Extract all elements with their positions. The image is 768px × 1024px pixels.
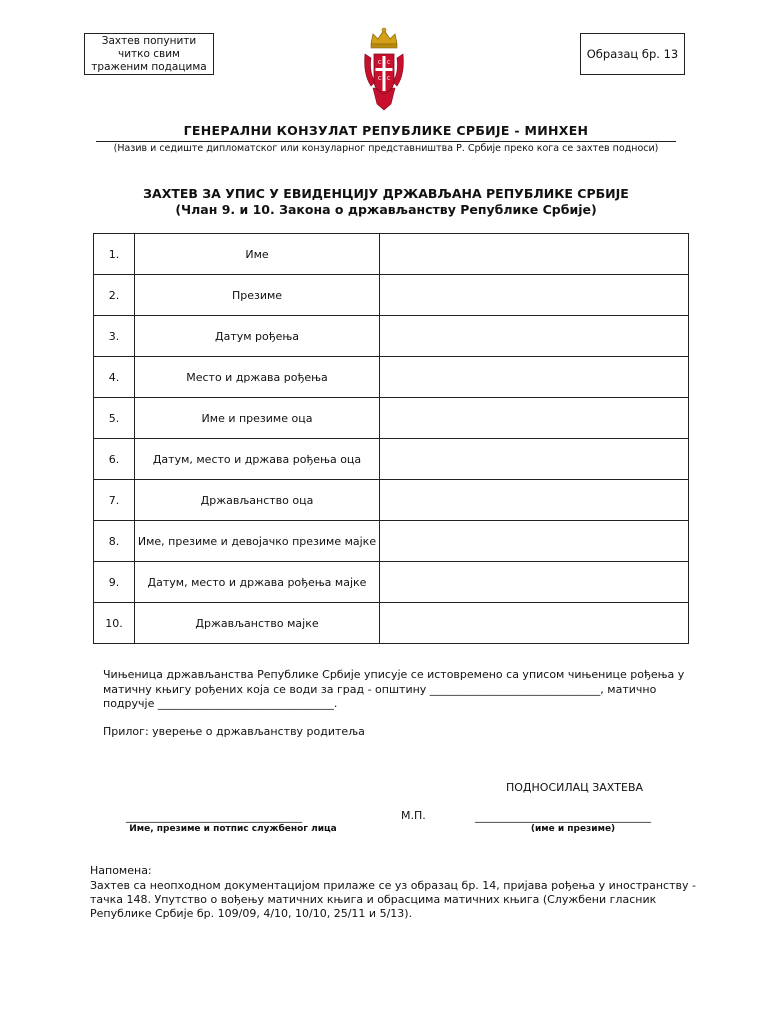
form-number: Образац бр. 13: [586, 47, 679, 61]
row-number: 3.: [94, 316, 135, 357]
row-value-field[interactable]: [380, 316, 689, 357]
shield-icon: [374, 54, 394, 94]
row-label: Презиме: [135, 275, 380, 316]
row-label: Датум, место и држава рођења оца: [135, 439, 380, 480]
note-heading: Напомена:: [90, 864, 152, 877]
consulate-caption: (Назив и седиште дипломатског или конзуларног представништва Р. Србије преко кога се захтев подноси): [113, 143, 659, 154]
instruction-line: читко свим: [118, 48, 180, 60]
row-number: 7.: [94, 480, 135, 521]
instruction-line: Захтев попунити: [101, 35, 197, 47]
note-line: Захтев са неопходном документацијом прилаже се уз образац бр. 14, пријава рођења у иностранству -: [90, 879, 696, 892]
row-number: 1.: [94, 234, 135, 275]
table-row: [94, 480, 689, 521]
note-body: [90, 879, 696, 921]
table-row: [94, 439, 689, 480]
applicant-signature-line[interactable]: ________________________________: [475, 810, 651, 823]
row-value-field[interactable]: [380, 603, 689, 644]
row-number: 10.: [94, 603, 135, 644]
form-number-box: [580, 33, 685, 75]
row-number: 5.: [94, 398, 135, 439]
coat-of-arms-icon: [361, 24, 407, 114]
paragraph-line: матичну књигу рођених која се води за град - општину _______________________________, матично: [103, 682, 657, 696]
svg-text:С: С: [378, 60, 382, 66]
official-signature-caption: Име, презиме и потпис службеног лица: [129, 824, 337, 834]
applicant-signature-caption: (име и презиме): [530, 824, 616, 834]
instruction-line: траженим подацима: [91, 61, 207, 73]
attachment-note: Прилог: уверење о држављанству родитеља: [103, 725, 365, 738]
row-value-field[interactable]: [380, 439, 689, 480]
row-label: Име: [135, 234, 380, 275]
official-signature-line[interactable]: ________________________________: [126, 810, 302, 823]
row-value-field[interactable]: [380, 357, 689, 398]
form-title: ЗАХТЕВ ЗА УПИС У ЕВИДЕНЦИЈУ ДРЖАВЉАНА РЕПУБЛИКЕ СРБИЈЕ: [143, 186, 629, 201]
row-value-field[interactable]: [380, 398, 689, 439]
paragraph-line: подручје ________________________________.: [103, 697, 338, 710]
svg-text:С: С: [378, 76, 382, 82]
table-row: [94, 521, 689, 562]
note-line: тачка 148. Упутство о вођењу матичних књига и обрасцима матичних књига (Службени гласник: [90, 893, 657, 906]
form-subtitle: (Члан 9. и 10. Закона о држављанству Републике Србије): [175, 202, 597, 217]
row-number: 8.: [94, 521, 135, 562]
note-line: Републике Србије бр. 109/09, 4/10, 10/10, 25/11 и 5/13).: [90, 907, 413, 920]
table-row: [94, 316, 689, 357]
table-row: [94, 398, 689, 439]
table-row: [94, 275, 689, 316]
stamp-placeholder: М.П.: [401, 809, 426, 822]
svg-text:С: С: [387, 76, 391, 82]
row-number: 9.: [94, 562, 135, 603]
row-value-field[interactable]: [380, 521, 689, 562]
consulate-name: ГЕНЕРАЛНИ КОНЗУЛАТ РЕПУБЛИКЕ СРБИЈЕ - МИНХЕН: [183, 123, 589, 138]
row-value-field[interactable]: [380, 480, 689, 521]
table-row: [94, 357, 689, 398]
instruction-box: [84, 33, 214, 75]
row-label: Датум, место и држава рођења мајке: [135, 562, 380, 603]
row-value-field[interactable]: [380, 234, 689, 275]
row-number: 6.: [94, 439, 135, 480]
paragraph-line: Чињеница држављанства Републике Србије уписује се истовремено са уписом чињенице рођења у: [103, 668, 685, 681]
citizenship-paragraph: [103, 668, 685, 712]
row-value-field[interactable]: [380, 275, 689, 316]
row-label: Држављанство мајке: [135, 603, 380, 644]
table-row: [94, 603, 689, 644]
table-row: [94, 562, 689, 603]
table-row: [94, 234, 689, 275]
row-label: Место и држава рођења: [135, 357, 380, 398]
applicant-data-table: [93, 233, 689, 644]
row-label: Име и презиме оца: [135, 398, 380, 439]
applicant-heading: ПОДНОСИЛАЦ ЗАХТЕВА: [506, 781, 644, 794]
row-number: 2.: [94, 275, 135, 316]
consulate-underline: [96, 141, 676, 142]
row-label: Датум рођења: [135, 316, 380, 357]
svg-text:С: С: [387, 60, 391, 66]
row-value-field[interactable]: [380, 562, 689, 603]
row-label: Име, презиме и девојачко презиме мајке: [135, 521, 380, 562]
crown-icon: [371, 28, 397, 48]
row-number: 4.: [94, 357, 135, 398]
row-label: Држављанство оца: [135, 480, 380, 521]
